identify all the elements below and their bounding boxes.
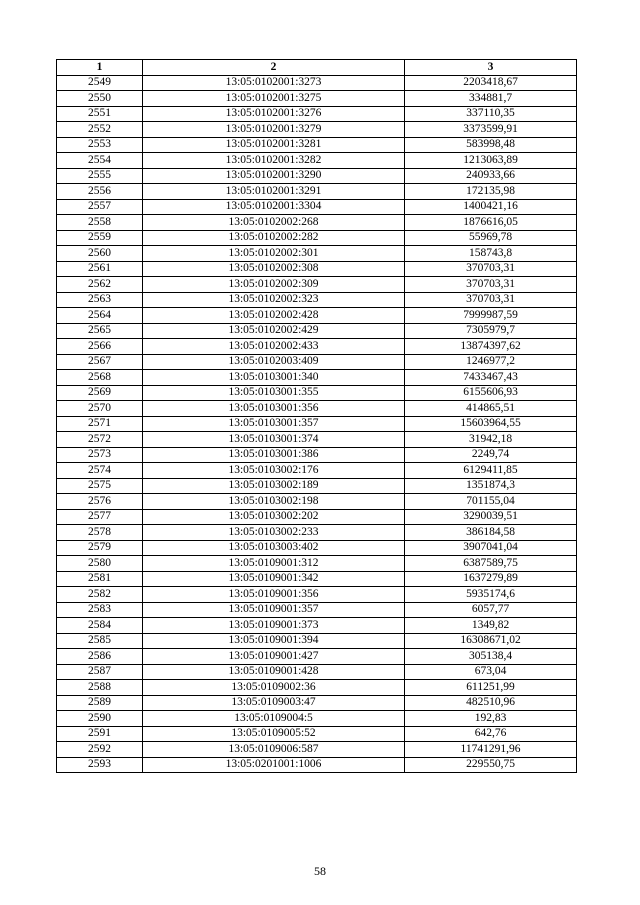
row-number-cell: 2593 (57, 757, 143, 773)
row-number-cell: 2557 (57, 199, 143, 215)
value-cell: 6129411,85 (405, 463, 577, 479)
cadastral-number-cell: 13:05:0102002:428 (143, 308, 405, 324)
cadastral-number-cell: 13:05:0103002:198 (143, 494, 405, 510)
cadastral-number-cell: 13:05:0102001:3291 (143, 184, 405, 200)
value-cell: 337110,35 (405, 106, 577, 122)
header-cell-col-1: 1 (57, 60, 143, 76)
table-row (57, 153, 577, 169)
table-row (57, 432, 577, 448)
row-number-cell: 2580 (57, 556, 143, 572)
table-row (57, 525, 577, 541)
value-cell: 55969,78 (405, 230, 577, 246)
row-number-cell: 2560 (57, 246, 143, 262)
value-cell: 1876616,05 (405, 215, 577, 231)
table-body (57, 75, 577, 773)
table-row (57, 199, 577, 215)
row-number-cell: 2587 (57, 664, 143, 680)
value-cell: 2249,74 (405, 447, 577, 463)
value-cell: 370703,31 (405, 292, 577, 308)
cadastral-number-cell: 13:05:0109006:587 (143, 742, 405, 758)
cadastral-number-cell: 13:05:0103001:357 (143, 416, 405, 432)
cadastral-number-cell: 13:05:0109001:356 (143, 587, 405, 603)
value-cell: 611251,99 (405, 680, 577, 696)
table-row (57, 664, 577, 680)
cadastral-number-cell: 13:05:0103002:233 (143, 525, 405, 541)
row-number-cell: 2589 (57, 695, 143, 711)
table-row (57, 308, 577, 324)
row-number-cell: 2553 (57, 137, 143, 153)
cadastral-number-cell: 13:05:0102002:433 (143, 339, 405, 355)
value-cell: 11741291,96 (405, 742, 577, 758)
table-row (57, 587, 577, 603)
table-row (57, 478, 577, 494)
row-number-cell: 2572 (57, 432, 143, 448)
value-cell: 642,76 (405, 726, 577, 742)
value-cell: 1213063,89 (405, 153, 577, 169)
cadastral-number-cell: 13:05:0103001:340 (143, 370, 405, 386)
value-cell: 414865,51 (405, 401, 577, 417)
row-number-cell: 2562 (57, 277, 143, 293)
header-cell-col-3: 3 (405, 60, 577, 76)
table-row (57, 230, 577, 246)
value-cell: 1349,82 (405, 618, 577, 634)
row-number-cell: 2569 (57, 385, 143, 401)
cadastral-number-cell: 13:05:0102002:268 (143, 215, 405, 231)
value-cell: 192,83 (405, 711, 577, 727)
row-number-cell: 2559 (57, 230, 143, 246)
value-cell: 6387589,75 (405, 556, 577, 572)
row-number-cell: 2591 (57, 726, 143, 742)
table-row (57, 323, 577, 339)
cadastral-number-cell: 13:05:0102001:3276 (143, 106, 405, 122)
row-number-cell: 2552 (57, 122, 143, 138)
cadastral-number-cell: 13:05:0103002:176 (143, 463, 405, 479)
cadastral-number-cell: 13:05:0109001:394 (143, 633, 405, 649)
table-row (57, 463, 577, 479)
table-row (57, 695, 577, 711)
row-number-cell: 2555 (57, 168, 143, 184)
table-row (57, 277, 577, 293)
table-row (57, 91, 577, 107)
row-number-cell: 2567 (57, 354, 143, 370)
table-row (57, 540, 577, 556)
table-row (57, 416, 577, 432)
value-cell: 3290039,51 (405, 509, 577, 525)
cadastral-number-cell: 13:05:0102003:409 (143, 354, 405, 370)
value-cell: 229550,75 (405, 757, 577, 773)
value-cell: 172135,98 (405, 184, 577, 200)
value-cell: 386184,58 (405, 525, 577, 541)
cadastral-number-cell: 13:05:0103002:189 (143, 478, 405, 494)
table-row (57, 292, 577, 308)
value-cell: 370703,31 (405, 261, 577, 277)
value-cell: 1246977,2 (405, 354, 577, 370)
row-number-cell: 2565 (57, 323, 143, 339)
table-row (57, 649, 577, 665)
table-row (57, 711, 577, 727)
cadastral-number-cell: 13:05:0102002:429 (143, 323, 405, 339)
row-number-cell: 2579 (57, 540, 143, 556)
table-row (57, 571, 577, 587)
row-number-cell: 2570 (57, 401, 143, 417)
cadastral-number-cell: 13:05:0102001:3282 (143, 153, 405, 169)
value-cell: 7305979,7 (405, 323, 577, 339)
page-number: 58 (314, 864, 326, 878)
header-cell-col-2: 2 (143, 60, 405, 76)
row-number-cell: 2577 (57, 509, 143, 525)
table-row (57, 168, 577, 184)
value-cell: 673,04 (405, 664, 577, 680)
value-cell: 5935174,6 (405, 587, 577, 603)
cadastral-number-cell: 13:05:0102002:323 (143, 292, 405, 308)
table-row (57, 106, 577, 122)
cadastral-number-cell: 13:05:0102001:3290 (143, 168, 405, 184)
value-cell: 1637279,89 (405, 571, 577, 587)
cadastral-number-cell: 13:05:0102001:3281 (143, 137, 405, 153)
table-row (57, 215, 577, 231)
cadastral-number-cell: 13:05:0109003:47 (143, 695, 405, 711)
cadastral-number-cell: 13:05:0103001:356 (143, 401, 405, 417)
value-cell: 701155,04 (405, 494, 577, 510)
row-number-cell: 2549 (57, 75, 143, 91)
cadastral-number-cell: 13:05:0103001:386 (143, 447, 405, 463)
row-number-cell: 2588 (57, 680, 143, 696)
row-number-cell: 2568 (57, 370, 143, 386)
value-cell: 158743,8 (405, 246, 577, 262)
table-row (57, 494, 577, 510)
value-cell: 6057,77 (405, 602, 577, 618)
cadastral-number-cell: 13:05:0103001:374 (143, 432, 405, 448)
value-cell: 6155606,93 (405, 385, 577, 401)
table-row (57, 370, 577, 386)
cadastral-number-cell: 13:05:0102001:3275 (143, 91, 405, 107)
cadastral-number-cell: 13:05:0109001:312 (143, 556, 405, 572)
row-number-cell: 2550 (57, 91, 143, 107)
value-cell: 3907041,04 (405, 540, 577, 556)
value-cell: 16308671,02 (405, 633, 577, 649)
data-table (56, 59, 577, 773)
row-number-cell: 2584 (57, 618, 143, 634)
table-row (57, 385, 577, 401)
table-row (57, 75, 577, 91)
table-row (57, 742, 577, 758)
table-row (57, 633, 577, 649)
row-number-cell: 2561 (57, 261, 143, 277)
row-number-cell: 2585 (57, 633, 143, 649)
row-number-cell: 2566 (57, 339, 143, 355)
row-number-cell: 2582 (57, 587, 143, 603)
value-cell: 7999987,59 (405, 308, 577, 324)
table-row (57, 122, 577, 138)
row-number-cell: 2564 (57, 308, 143, 324)
cadastral-number-cell: 13:05:0102002:308 (143, 261, 405, 277)
row-number-cell: 2575 (57, 478, 143, 494)
table-row (57, 757, 577, 773)
cadastral-number-cell: 13:05:0102001:3279 (143, 122, 405, 138)
row-number-cell: 2574 (57, 463, 143, 479)
row-number-cell: 2554 (57, 153, 143, 169)
value-cell: 240933,66 (405, 168, 577, 184)
row-number-cell: 2590 (57, 711, 143, 727)
table-row (57, 137, 577, 153)
row-number-cell: 2551 (57, 106, 143, 122)
table-row (57, 556, 577, 572)
cadastral-number-cell: 13:05:0201001:1006 (143, 757, 405, 773)
value-cell: 2203418,67 (405, 75, 577, 91)
cadastral-number-cell: 13:05:0109001:427 (143, 649, 405, 665)
table-row (57, 261, 577, 277)
cadastral-number-cell: 13:05:0109004:5 (143, 711, 405, 727)
row-number-cell: 2592 (57, 742, 143, 758)
value-cell: 370703,31 (405, 277, 577, 293)
header-row (57, 60, 577, 76)
table-row (57, 354, 577, 370)
row-number-cell: 2558 (57, 215, 143, 231)
row-number-cell: 2573 (57, 447, 143, 463)
row-number-cell: 2578 (57, 525, 143, 541)
table-row (57, 680, 577, 696)
cadastral-number-cell: 13:05:0109001:342 (143, 571, 405, 587)
cadastral-number-cell: 13:05:0102001:3304 (143, 199, 405, 215)
table-header (57, 60, 577, 76)
value-cell: 583998,48 (405, 137, 577, 153)
table-row (57, 618, 577, 634)
row-number-cell: 2556 (57, 184, 143, 200)
cadastral-number-cell: 13:05:0102002:301 (143, 246, 405, 262)
value-cell: 305138,4 (405, 649, 577, 665)
value-cell: 334881,7 (405, 91, 577, 107)
table-row (57, 509, 577, 525)
row-number-cell: 2576 (57, 494, 143, 510)
row-number-cell: 2583 (57, 602, 143, 618)
cadastral-number-cell: 13:05:0103003:402 (143, 540, 405, 556)
cadastral-number-cell: 13:05:0102001:3273 (143, 75, 405, 91)
row-number-cell: 2563 (57, 292, 143, 308)
table-row (57, 602, 577, 618)
value-cell: 1400421,16 (405, 199, 577, 215)
table-row (57, 726, 577, 742)
table-row (57, 401, 577, 417)
value-cell: 3373599,91 (405, 122, 577, 138)
cadastral-number-cell: 13:05:0109002:36 (143, 680, 405, 696)
cadastral-number-cell: 13:05:0109005:52 (143, 726, 405, 742)
table-row (57, 339, 577, 355)
table-row (57, 184, 577, 200)
value-cell: 7433467,43 (405, 370, 577, 386)
cadastral-number-cell: 13:05:0109001:373 (143, 618, 405, 634)
table-row (57, 246, 577, 262)
cadastral-number-cell: 13:05:0109001:428 (143, 664, 405, 680)
row-number-cell: 2571 (57, 416, 143, 432)
row-number-cell: 2586 (57, 649, 143, 665)
cadastral-number-cell: 13:05:0102002:282 (143, 230, 405, 246)
cadastral-number-cell: 13:05:0102002:309 (143, 277, 405, 293)
value-cell: 482510,96 (405, 695, 577, 711)
value-cell: 15603964,55 (405, 416, 577, 432)
value-cell: 13874397,62 (405, 339, 577, 355)
cadastral-number-cell: 13:05:0109001:357 (143, 602, 405, 618)
cadastral-number-cell: 13:05:0103002:202 (143, 509, 405, 525)
cadastral-number-cell: 13:05:0103001:355 (143, 385, 405, 401)
value-cell: 31942,18 (405, 432, 577, 448)
value-cell: 1351874,3 (405, 478, 577, 494)
row-number-cell: 2581 (57, 571, 143, 587)
table-row (57, 447, 577, 463)
